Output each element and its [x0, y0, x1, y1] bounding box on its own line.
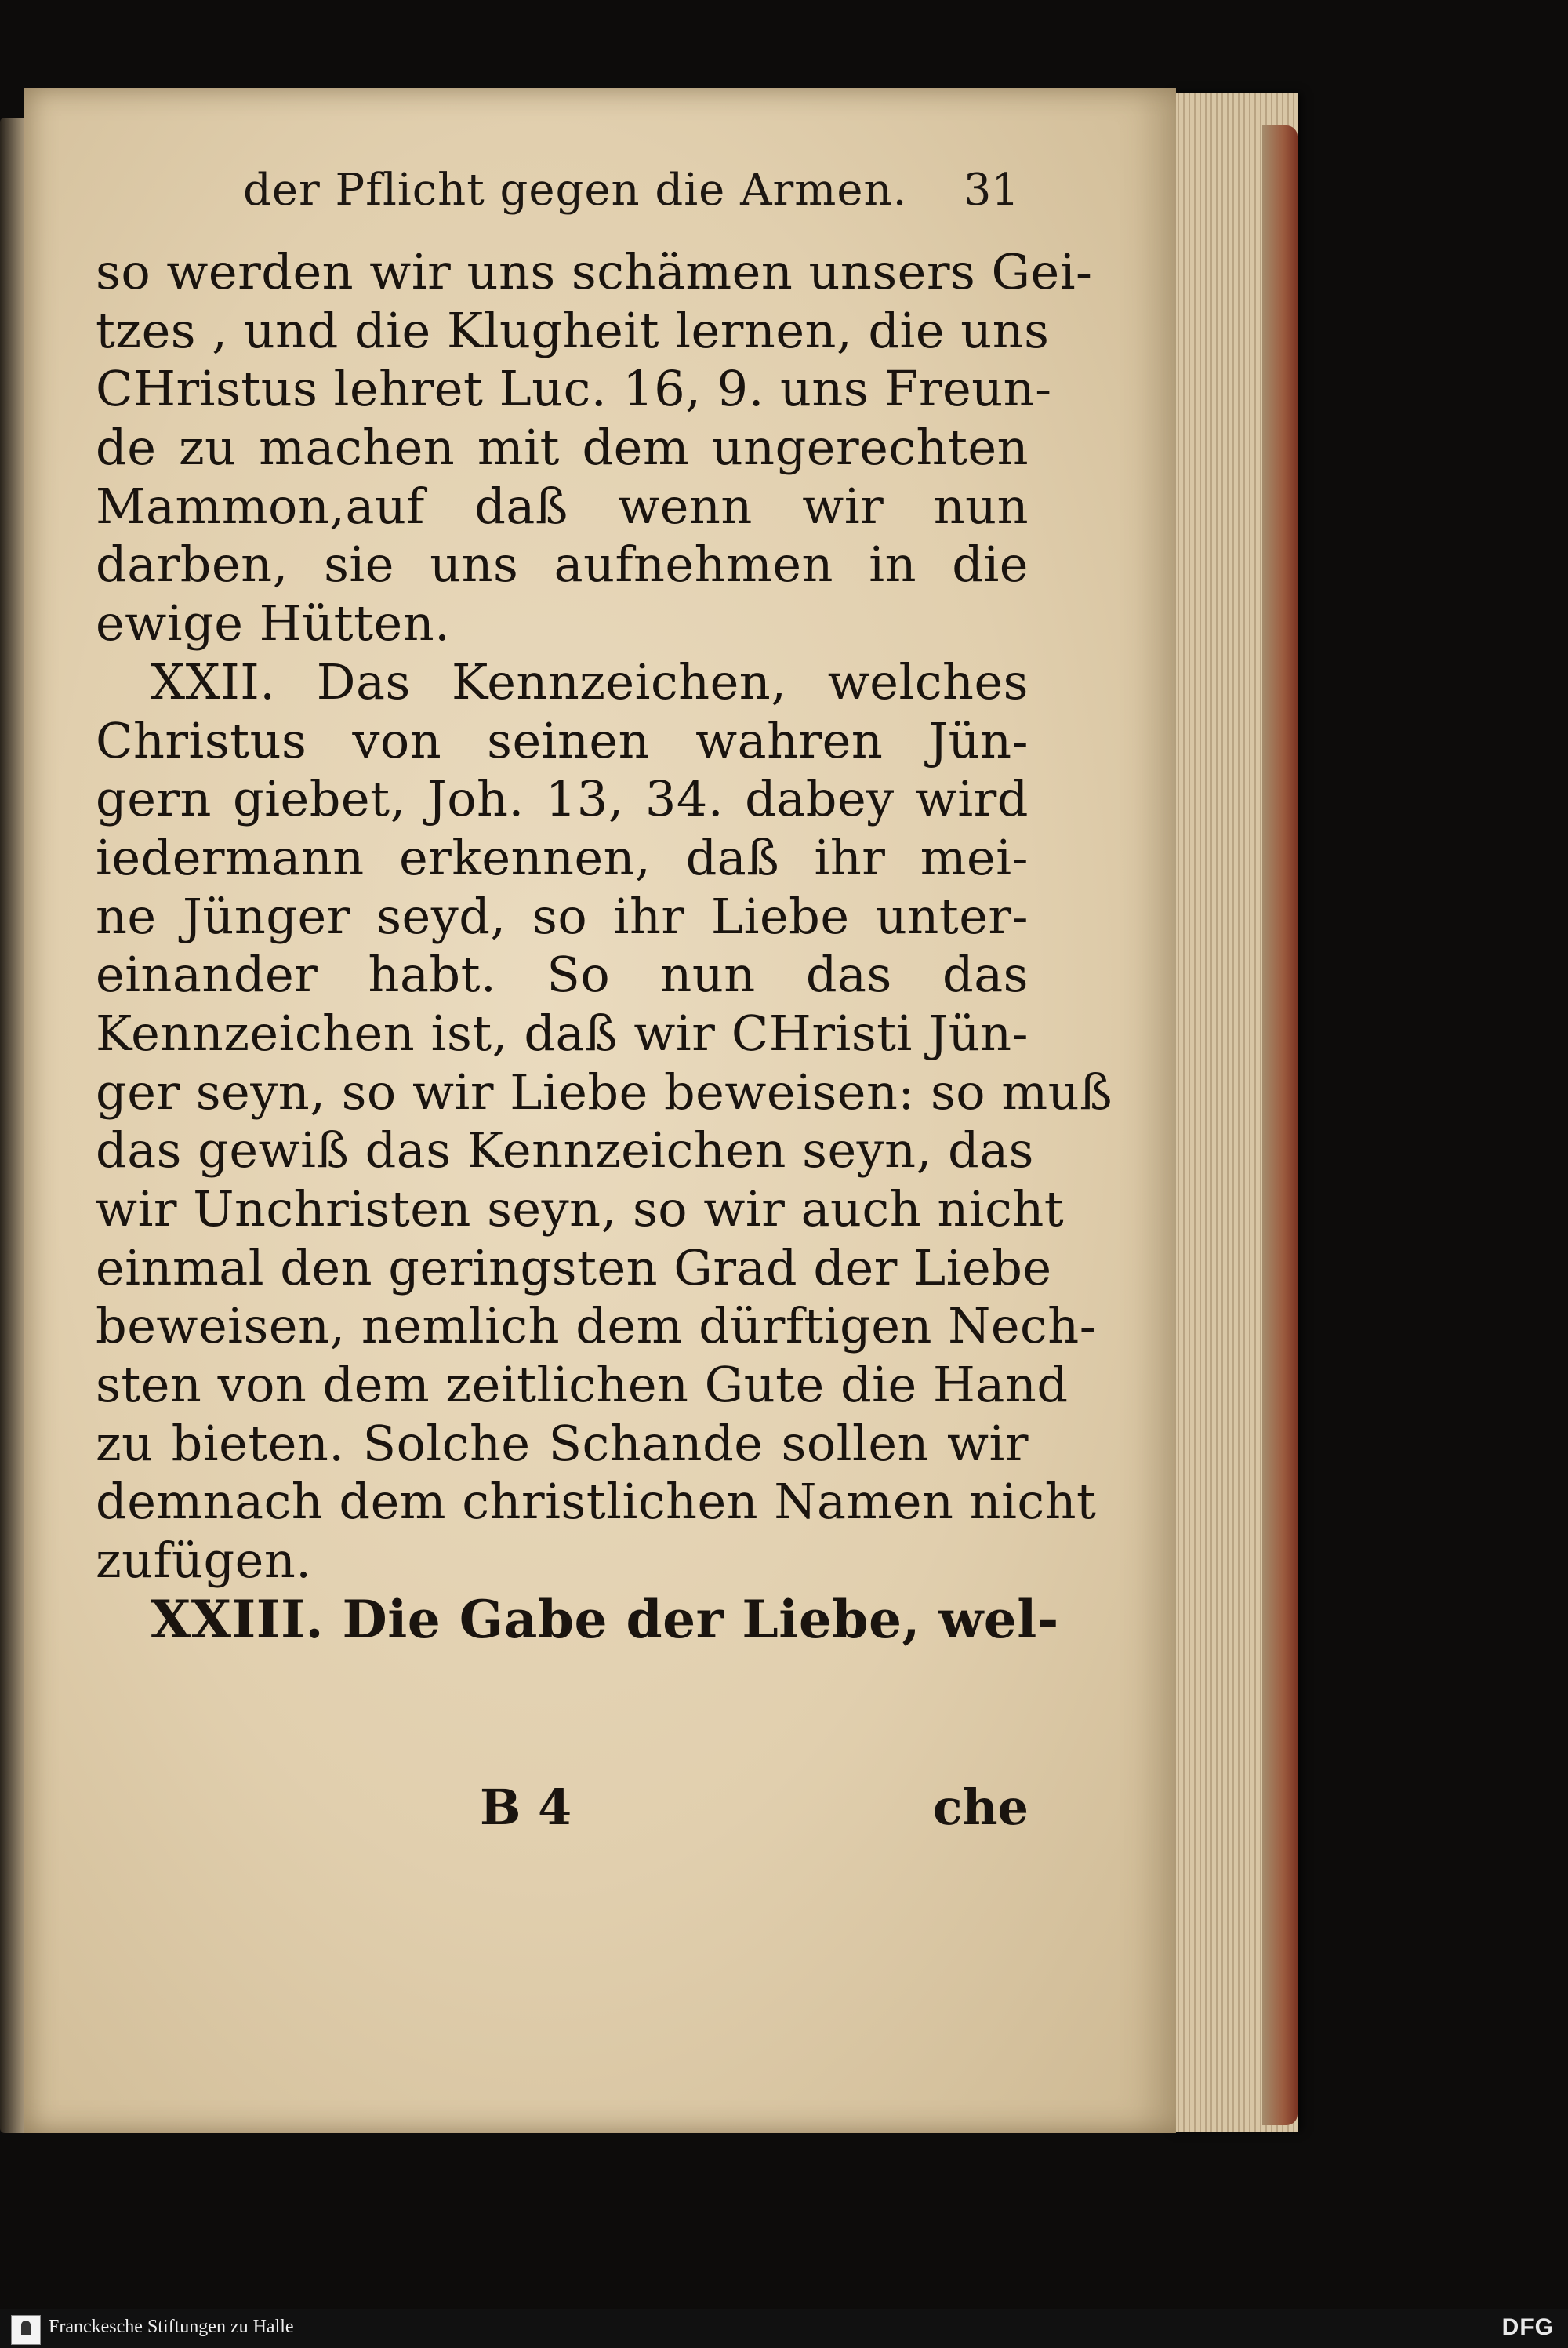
- text-line: so werden wir uns schämen unsers Gei-: [96, 243, 1093, 300]
- institution-logo-icon: [11, 2315, 41, 2345]
- text-line: de zu machen mit dem ungerechten: [96, 419, 1029, 477]
- paragraph-start-line: XXII. Das Kennzeichen, welches: [151, 652, 1029, 711]
- text-line: sten von dem zeitlichen Gute die Hand: [96, 1356, 1069, 1414]
- red-page-edge: [1262, 125, 1298, 2125]
- text-line: zu bieten. Solche Schande sollen wir: [96, 1414, 1029, 1472]
- text-line: einander habt. So nun das das: [96, 946, 1029, 1004]
- text-line: einmal den geringsten Grad der Liebe: [96, 1238, 1052, 1296]
- text-line: ger seyn, so wir Liebe beweisen: so muß: [96, 1063, 1112, 1121]
- text-line: Kennzeichen ist, daß wir CHristi Jün-: [96, 1004, 1029, 1062]
- text-line: Christus von seinen wahren Jün-: [96, 711, 1029, 769]
- text-line: ne Jünger seyd, so ihr Liebe unter-: [96, 887, 1029, 945]
- attribution-bar: [0, 2309, 1568, 2348]
- body-text: [96, 243, 1112, 1650]
- page-number: 31: [963, 165, 1019, 216]
- text-line: demnach dem christlichen Namen nicht: [96, 1473, 1097, 1531]
- text-line: CHristus lehret Luc. 16, 9. uns Freun-: [96, 360, 1052, 418]
- dfg-logo[interactable]: DFG: [1501, 2314, 1554, 2340]
- text-line: darben, sie uns aufnehmen in die: [96, 536, 1029, 594]
- page-header: [243, 165, 1019, 220]
- signature-mark: B 4: [480, 1779, 572, 1836]
- page-footer: [96, 1779, 1029, 1841]
- text-line: zufügen.: [96, 1532, 312, 1590]
- text-line: das gewiß das Kennzeichen seyn, das: [96, 1121, 1034, 1179]
- text-line: Mammon,auf daß wenn wir nun: [96, 477, 1029, 535]
- text-line: beweisen, nemlich dem dürftigen Nech-: [96, 1297, 1097, 1355]
- text-line: tzes , und die Klugheit lernen, die uns: [96, 301, 1050, 359]
- text-line: ewige Hütten.: [96, 594, 451, 652]
- text-line: gern giebet, Joh. 13, 34. dabey wird: [96, 770, 1029, 828]
- running-head: der Pflicht gegen die Armen.: [243, 165, 908, 216]
- section-heading-line: XXIII. Die Gabe der Liebe, wel-: [151, 1588, 1059, 1650]
- institution-name[interactable]: Franckesche Stiftungen zu Halle: [49, 2317, 294, 2337]
- catchword: che: [932, 1779, 1029, 1836]
- text-line: wir Unchristen seyn, so wir auch nicht: [96, 1180, 1065, 1238]
- text-line: iedermann erkennen, daß ihr mei-: [96, 828, 1029, 886]
